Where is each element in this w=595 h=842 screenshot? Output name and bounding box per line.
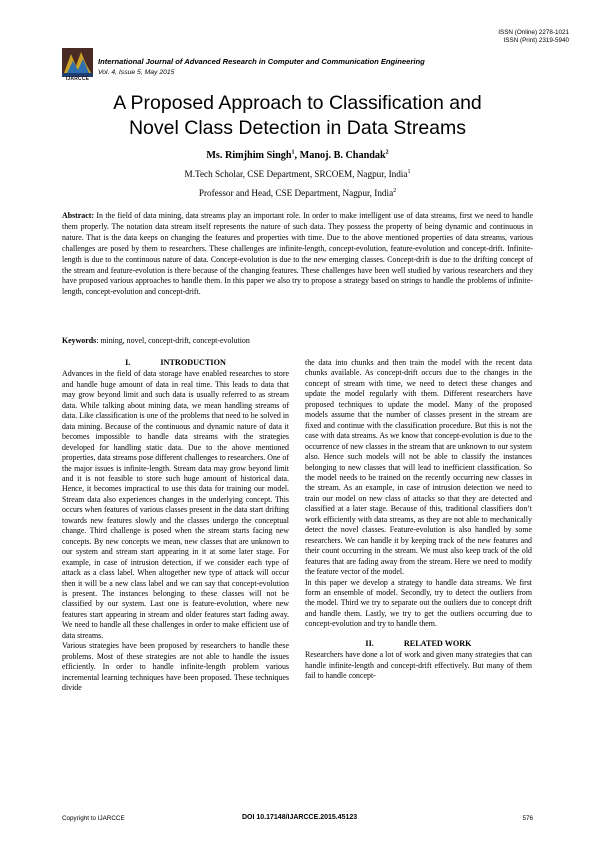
intro-paragraph-1: Advances in the field of data storage have enabled researches to store and handle huge amount of data in real time. This leads to data that may grow beyond limit and such data is usually referred to as stream data. While talking about mining data, we mean handling streams of data. Like classification is one of the problems that need to be solved in data mining. Because of the continuous and dynamic nature of data it becomes impossible to handle data streams with the strategies developed for handling static data. Due to the above mentioned properties, data streams pose different challenges to researchers. One of the major issues is infinite-length. Stream data may grow beyond limit and it is not feasible to store such huge amount of historical data. Hence, it becomes impractical to use this data for training our model. Stream data also experiences changes in the underlying concept. This occurs when features of various classes present in the data start drifting towards new features slowly and the classes undergo the conceptual change. Third challenge is posed when the stream starts facing new concepts. By new concepts we mean, new classes that are unknown to our system and stream start appearing in it at some later stage. For example, in case of intrusion detection, if we consider each type of attack as a class label. When altogether new type of attack will occur then it will be a new class label and we can say that concept-evolution is present. The instances belonging to these classes will not be classified by our system. Last one is feature-evolution, where new features start appearing in stream and older features start fading away. We need to handle all these challenges in order to make efficient use of data streams. — [62, 369, 289, 640]
journal-logo-icon — [62, 48, 93, 77]
journal-title: International Journal of Advanced Research in Computer and Communication Engineering — [98, 57, 425, 66]
author-list — [40, 150, 555, 161]
section-1-number: I. — [125, 358, 131, 367]
author-2-mark: 2 — [385, 149, 389, 156]
title-line-2: Novel Class Detection in Data Streams — [128, 117, 467, 139]
related-work-paragraph-1: Researchers have done a lot of work and given many strategies that can handle infinite-length and concept-drift effectively. But many of them fail to handle concept- — [305, 650, 532, 681]
affiliation-2-text: Professor and Head, CSE Department, Nagpur, India — [198, 188, 394, 198]
keywords-label: Keywords — [62, 336, 97, 345]
affiliation-2-mark: 2 — [393, 187, 397, 194]
issn-print: ISSN (Print) 2319-5940 — [503, 37, 569, 44]
issn-block — [498, 29, 569, 45]
paper-title — [40, 91, 555, 141]
section-1-heading — [62, 358, 289, 368]
keywords — [62, 336, 250, 345]
author-2: Manoj. B. Chandak — [299, 150, 386, 161]
section-1-title: INTRODUCTION — [160, 358, 226, 367]
journal-volume: Vol. 4, Issue 5, May 2015 — [98, 69, 175, 76]
abstract — [62, 211, 533, 298]
affiliation-1-text: M.Tech Scholar, CSE Department, SRCOEM, Nagpur, India — [184, 169, 408, 179]
left-column — [62, 358, 289, 694]
abstract-text: In the field of data mining, data streams play an important role. In order to make intelligent use of data streams, first we need to handle them properly. The notation data stream itself represents the nature of such data. They possess the property of being dynamic and continuous in nature. That is the data keeps on changing the features and properties with time. Due to the above mentioned properties of data streams, various challenges are posed by them to researchers. These challenges are infinite-length, concept-evolution, feature-evolution and concept-drift. Infinite-length is due to the continuous nature of data. Concept-evolution is due to the new emerging classes. Concept-drift is due to the drifting concept of the stream and feature-evolution is there because of the changing features. These challenges have been well studied by various researchers and they have proposed various approaches to handle them. In this paper we also try to propose a strategy based on strings to handle the problems of infinite-length, concept-evolution and concept-drift. — [62, 211, 533, 297]
section-2-number: II. — [365, 638, 374, 648]
footer-copyright: Copyright to IJARCCE — [62, 815, 125, 822]
page-number: 576 — [522, 815, 533, 822]
author-1-mark: 1 — [291, 149, 295, 156]
affiliation-2 — [40, 188, 555, 198]
title-line-1: A Proposed Approach to Classification and — [113, 92, 482, 114]
right-column — [305, 358, 532, 682]
affiliation-1 — [40, 169, 555, 179]
logo-label: IJARCCE — [65, 76, 90, 82]
intro-paragraph-2: Various strategies have been proposed by researchers to handle these problems. Most of these strategies are not able to handle the issues efficiently. In order to handle infinite-length problem various incremental learning techniques have been proposed. These techniques divide — [62, 641, 289, 693]
keywords-text: : mining, novel, concept-drift, concept-evolution — [96, 336, 250, 345]
intro-paragraph-4: In this paper we develop a strategy to handle data streams. We first form an ensemble of model. Secondly, try to detect the outliers from the model. Third we try to separate out the outliers due to concept drift and handle them. Lastly, we try to get the outliers occurring due to concept-evolution and try to handle them. — [305, 577, 532, 629]
author-1: Ms. Rimjhim Singh — [206, 150, 292, 161]
section-2-title: RELATED WORK — [403, 638, 472, 648]
issn-online: ISSN (Online) 2278-1021 — [498, 29, 569, 36]
affiliation-1-mark: 1 — [407, 168, 411, 175]
section-2-heading — [305, 639, 532, 649]
abstract-label: Abstract: — [62, 211, 94, 220]
footer-doi: DOI 10.17148/IJARCCE.2015.45123 — [242, 814, 358, 821]
author-separator: , — [294, 150, 300, 161]
intro-paragraph-3: the data into chunks and then train the model with the recent data chunks available. As concept-drift occurs due to the changes in the concept of stream with time, we need to detect these changes and update the model regularly with them. Different researchers have proposed techniques to update the model. Many of the proposed models assume that the number of classes present in the stream are fixed and continue with the classification procedure. But this is not the case with data streams. As we know that concept-evolution is due to the occurrence of new classes in the stream that are unknown to our system also. Hence such models will not be able to classify the instances belonging to new classes that will lead to inefficient classification. So the model needs to be trained on the recently occurring new classes in the stream. As an example, in case of intrusion detection we need to train our model on new class of attacks so that they are detected and classified at a later stage. Because of this, traditional classifiers don’t work efficiently with data streams, as they are not able to mechanically detect the novel classes. Feature-evolution is also handled by some researchers. We can handle it by keeping track of the new features and their count occurring in the stream. We must also keep track of the old features that are fading away from the stream. Here we need to modify the feature vector of the model. — [305, 358, 532, 577]
